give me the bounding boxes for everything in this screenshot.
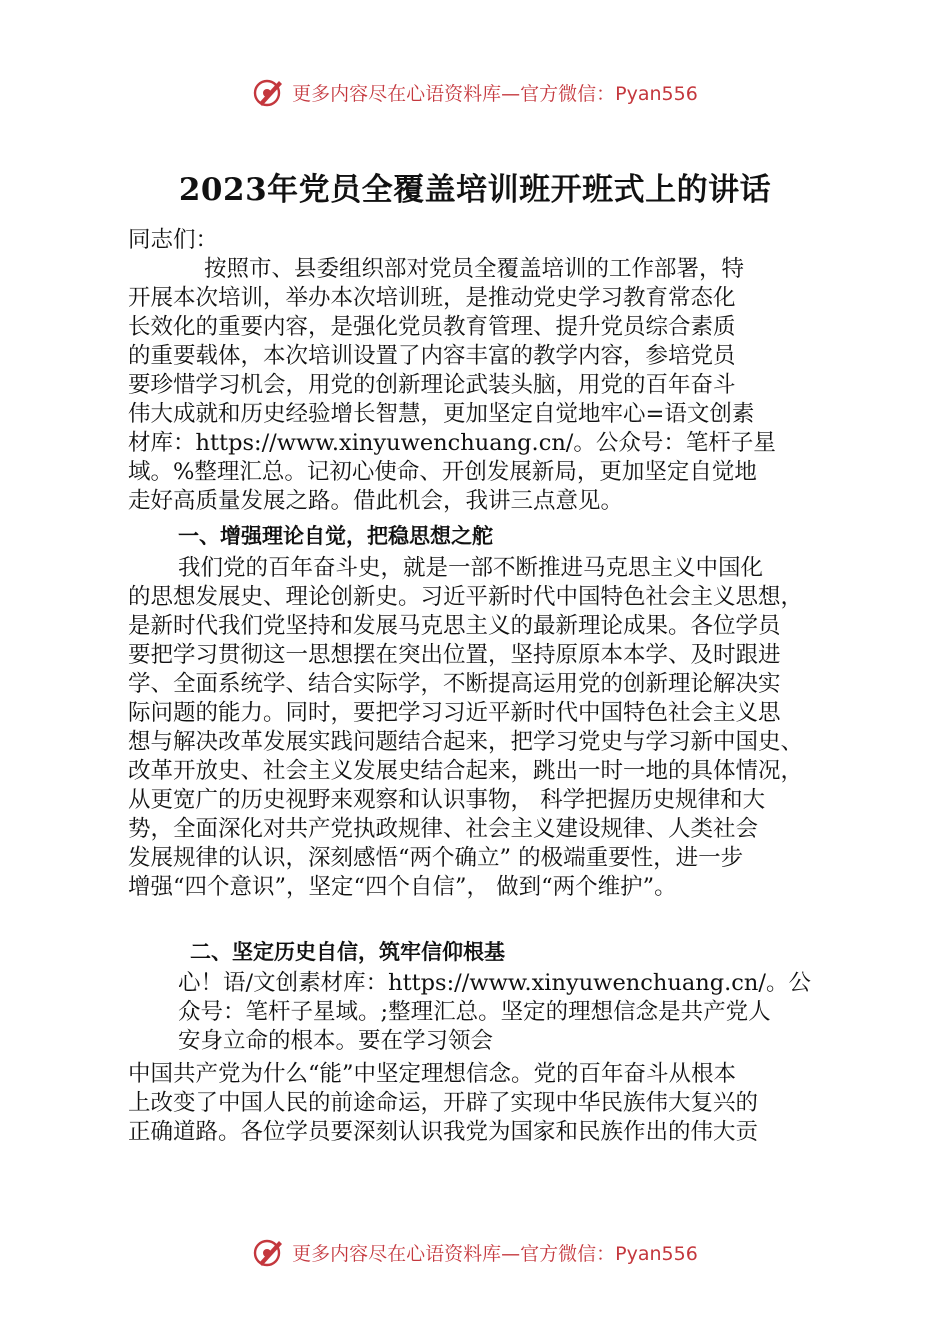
intro-line: 开展本次培训，举办本次培训班，是推动党史学习教育常态化 [128, 285, 736, 311]
section2-heading: 二、坚定历史自信，筑牢信仰根基 [190, 940, 505, 964]
intro-line: 的重要载体，本次培训设置了内容丰富的教学内容，参培党员 [128, 343, 736, 369]
intro-line: 长效化的重要内容，是强化党员教育管理、提升党员综合素质 [128, 314, 736, 340]
section2-line: 中国共产党为什么“能”中坚定理想信念。党的百年奋斗从根本 [128, 1061, 737, 1087]
section2-indented-line: 安身立命的根本。要在学习领会 [178, 1028, 494, 1054]
section1-line: 际问题的能力。同时，要把学习习近平新时代中国特色社会主义思 [128, 700, 781, 726]
section2-line: 上改变了中国人民的前途命运，开辟了实现中华民族伟大复兴的 [128, 1090, 759, 1116]
section1-line: 要把学习贯彻这一思想摆在突出位置，坚持原原本本学、及时跟进 [128, 642, 781, 668]
footer-watermark [0, 1232, 950, 1272]
intro-line: 域。%整理汇总。记初心使命、开创发展新局，更加坚定自觉地 [128, 459, 757, 485]
section2-indented-line: 众号：笔杆子星域。;整理汇总。坚定的理想信念是共产党人 [178, 999, 771, 1025]
section2-indented-block [178, 969, 811, 1056]
watermark-text: 更多内容尽在心语资料库—官方微信：Pyan556 [292, 82, 698, 105]
pen-logo-icon [252, 75, 286, 109]
section1-paragraph [128, 554, 803, 902]
section1-line: 势，全面深化对共产党执政规律、社会主义建设规律、人类社会 [128, 816, 759, 842]
section1-line: 发展规律的认识，深刻感悟“两个确立” 的极端重要性，进一步 [128, 845, 744, 871]
section1-heading: 一、增强理论自觉，把稳思想之舵 [178, 524, 493, 548]
section2-paragraph [128, 1060, 758, 1147]
intro-line: 走好高质量发展之路。借此机会，我讲三点意见。 [128, 488, 624, 514]
intro-line: 材库：https://www.xinyuwenchuang.cn/。公众号：笔杆子星 [128, 430, 776, 456]
section2-indented-line: 心！语/文创素材库：https://www.xinyuwenchuang.cn/。公 [178, 970, 811, 996]
salutation: 同志们： [128, 227, 219, 253]
section1-line: 改革开放史、社会主义发展史结合起来，跳出一时一地的具体情况， [128, 758, 804, 784]
section1-line: 增强“四个意识”，坚定“四个自信”， 做到“两个维护”。 [128, 874, 677, 900]
intro-line: 要珍惜学习机会，用党的创新理论武装头脑，用党的百年奋斗 [128, 372, 736, 398]
section1-line: 学、全面系统学、结合实际学，不断提高运用党的创新理论解决实 [128, 671, 781, 697]
intro-paragraph [128, 255, 776, 516]
section1-line: 从更宽广的历史视野来观察和认识事物， 科学把握历史规律和大 [128, 787, 766, 813]
section1-line: 想与解决改革发展实践问题结合起来，把学习党史与学习新中国史、 [128, 729, 804, 755]
header-watermark [0, 72, 950, 112]
watermark-text: 更多内容尽在心语资料库—官方微信：Pyan556 [292, 1242, 698, 1265]
document-title: 2023年党员全覆盖培训班开班式上的讲话 [178, 172, 772, 208]
intro-line: 按照市、县委组织部对党员全覆盖培训的工作部署，特 [204, 256, 745, 282]
section1-line: 我们党的百年奋斗史，就是一部不断推进马克思主义中国化 [178, 555, 764, 581]
pen-logo-icon [252, 1235, 286, 1269]
section1-line: 是新时代我们党坚持和发展马克思主义的最新理论成果。各位学员 [128, 613, 781, 639]
section2-line: 正确道路。各位学员要深刻认识我党为国家和民族作出的伟大贡 [128, 1119, 759, 1145]
intro-line: 伟大成就和历史经验增长智慧，更加坚定自觉地牢心=语文创素 [128, 401, 755, 427]
section1-line: 的思想发展史、理论创新史。习近平新时代中国特色社会主义思想， [128, 584, 804, 610]
